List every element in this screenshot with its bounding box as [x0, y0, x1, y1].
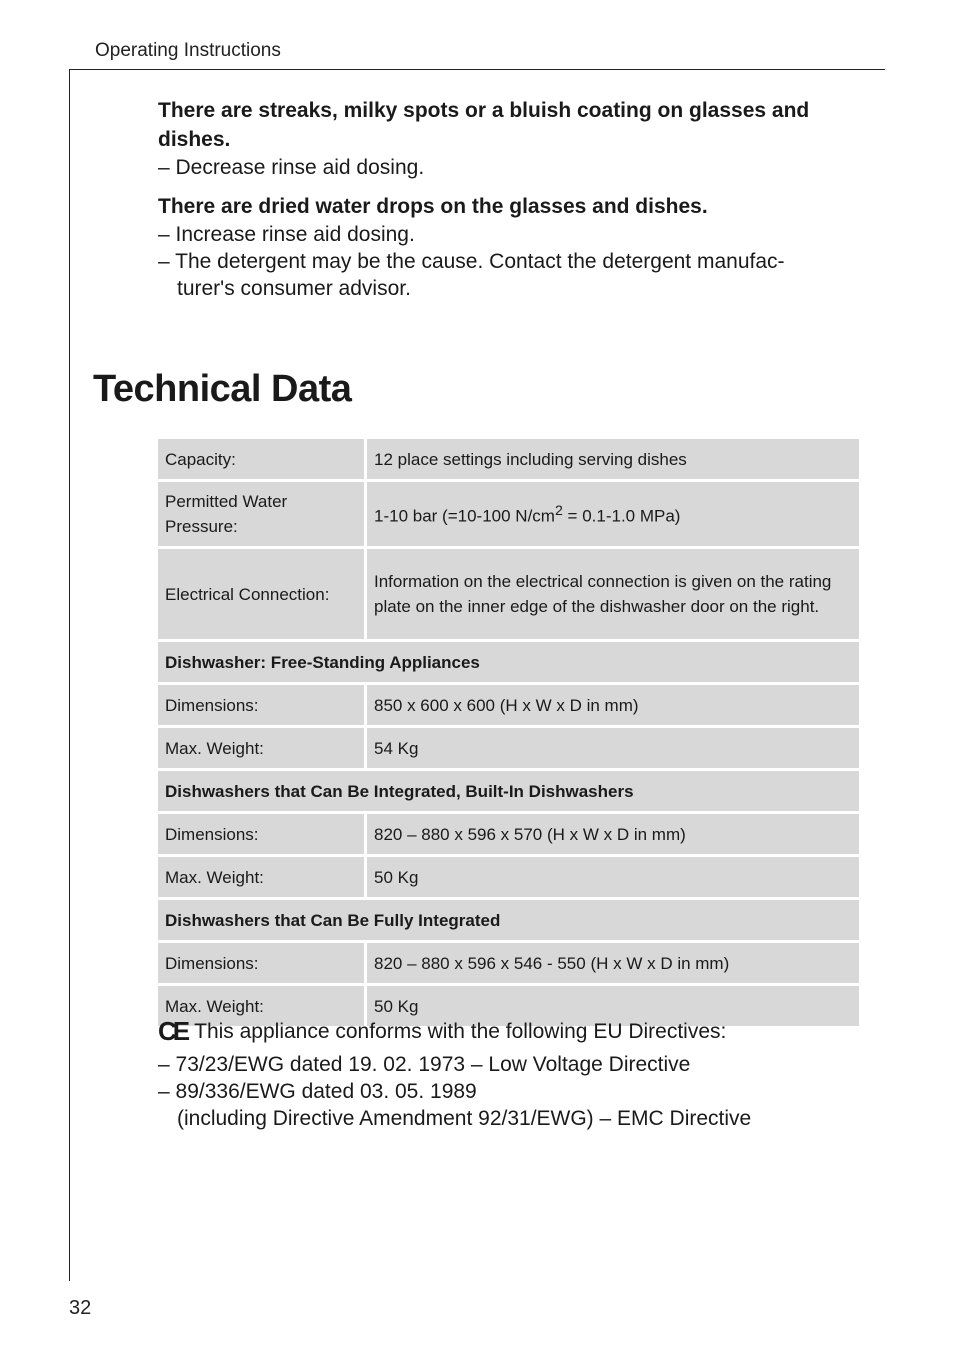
- table-row: [158, 439, 859, 482]
- row-value: Information on the electrical connection is given on the rating plate on the inner edge of the dishwasher door on the right.: [367, 549, 859, 642]
- row-label: Dimensions:: [158, 943, 367, 986]
- header-rule: [69, 69, 885, 70]
- row-label: Max. Weight:: [158, 728, 367, 771]
- row-label: Electrical Connection:: [158, 549, 367, 642]
- row-value: 54 Kg: [367, 728, 859, 771]
- conformity-section: [158, 1016, 878, 1132]
- conformity-statement: [158, 1016, 878, 1047]
- row-value: [367, 482, 859, 549]
- directive-line: – 73/23/EWG dated 19. 02. 1973 – Low Voltage Directive: [158, 1053, 691, 1076]
- remedy-line: – The detergent may be the cause. Contact the detergent manufac- turer's consumer advisor.: [158, 250, 785, 300]
- trouble-heading: There are dried water drops on the glasses and dishes.: [158, 195, 708, 218]
- section-heading: Dishwasher: Free-Standing Appliances: [158, 642, 859, 685]
- page-number: 32: [69, 1297, 92, 1319]
- table-row: [158, 814, 859, 857]
- section-row: [158, 900, 859, 943]
- page-title: Technical Data: [93, 368, 352, 410]
- row-label: Dimensions:: [158, 814, 367, 857]
- ce-mark-icon: CE: [158, 1016, 187, 1046]
- troubleshooting-section: [158, 96, 848, 313]
- table-row: [158, 482, 859, 549]
- row-label: Max. Weight:: [158, 986, 367, 1029]
- row-value: 820 – 880 x 596 x 570 (H x W x D in mm): [367, 814, 859, 857]
- conformity-text: This appliance conforms with the following EU Directives:: [194, 1020, 727, 1043]
- technical-data-table: [158, 439, 859, 1029]
- pressure-text: 1-10 bar (=10-100 N/cm: [374, 506, 555, 526]
- table-row: [158, 728, 859, 771]
- table-row: [158, 943, 859, 986]
- row-label: Max. Weight:: [158, 857, 367, 900]
- section-heading: Dishwashers that Can Be Fully Integrated: [158, 900, 859, 943]
- directive-line: (including Directive Amendment 92/31/EWG) – EMC Directive: [177, 1107, 752, 1130]
- pressure-text-end: = 0.1-1.0 MPa): [562, 506, 681, 526]
- table-row: [158, 857, 859, 900]
- superscript: 2: [554, 503, 563, 520]
- row-value: 850 x 600 x 600 (H x W x D in mm): [367, 685, 859, 728]
- row-value: 50 Kg: [367, 986, 859, 1029]
- trouble-heading: There are streaks, milky spots or a bluish coating on glasses and dishes.: [158, 99, 810, 151]
- trouble-item: [158, 96, 848, 181]
- row-value: 12 place settings including serving dishes: [367, 439, 859, 482]
- section-row: [158, 771, 859, 814]
- row-value: 50 Kg: [367, 857, 859, 900]
- row-label: Capacity:: [158, 439, 367, 482]
- margin-rule: [69, 69, 70, 1281]
- remedy-line: – Increase rinse aid dosing.: [158, 223, 415, 246]
- row-value: 820 – 880 x 596 x 546 - 550 (H x W x D in mm): [367, 943, 859, 986]
- remedy-line: – Decrease rinse aid dosing.: [158, 156, 425, 179]
- running-header: Operating Instructions: [95, 40, 281, 61]
- table-row: [158, 549, 859, 642]
- table-row: [158, 685, 859, 728]
- section-heading: Dishwashers that Can Be Integrated, Built-In Dishwashers: [158, 771, 859, 814]
- trouble-item: [158, 192, 848, 302]
- section-row: [158, 642, 859, 685]
- row-label: Dimensions:: [158, 685, 367, 728]
- directive-line: – 89/336/EWG dated 03. 05. 1989: [158, 1080, 477, 1103]
- row-label: Permitted Water Pressure:: [158, 482, 367, 549]
